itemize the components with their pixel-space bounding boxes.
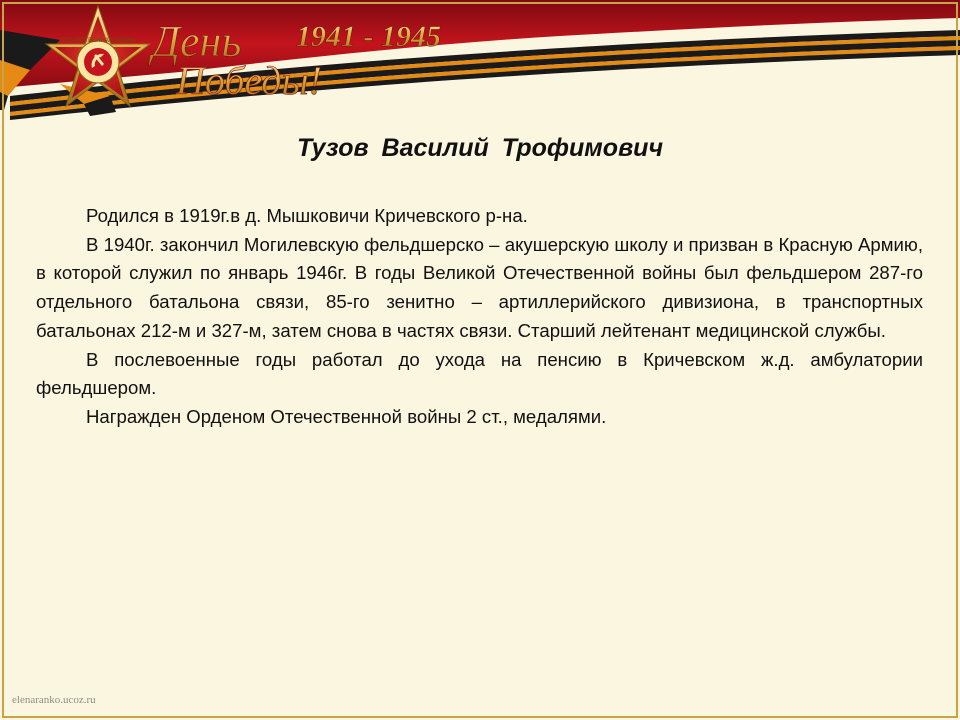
victory-day-banner bbox=[0, 0, 960, 120]
paragraph-birth: Родился в 1919г.в д. Мышковичи Кричевского р-на. bbox=[86, 205, 528, 226]
paragraph-service: В 1940г. закончил Могилевскую фельдшерско – акушерскую школу и призван в Красную Армию, в которой служил по январь 1946г. В годы Великой Отечественной войны был фельдшером 287-го отдельного батальона связи, 85-го зенитно – артиллерийского дивизиона, в транспортных батальонах 212-м и 327-м, затем снова в частях связи. Старший лейтенант медицинской службы. bbox=[36, 233, 923, 341]
pobedy-text: Победы! bbox=[176, 58, 322, 103]
logo-text: ОТЕЧЕСТВЕННАЯ ВОЙНА bbox=[60, 38, 136, 44]
paragraph-awards: Награжден Орденом Отечественной войны 2 ст., медалями. bbox=[86, 405, 607, 427]
source-watermark: elenaranko.ucoz.ru bbox=[12, 694, 96, 706]
page-title: Тузов Василий Трофимович bbox=[296, 134, 664, 162]
biography-text bbox=[36, 202, 923, 432]
paragraph-postwar: В послевоенные годы работал до ухода на пенсию в Кричевском ж.д. амбулатории фельдшером. bbox=[36, 348, 923, 399]
den-text: День bbox=[152, 17, 242, 66]
years-text: 1941 - 1945 bbox=[296, 20, 441, 53]
